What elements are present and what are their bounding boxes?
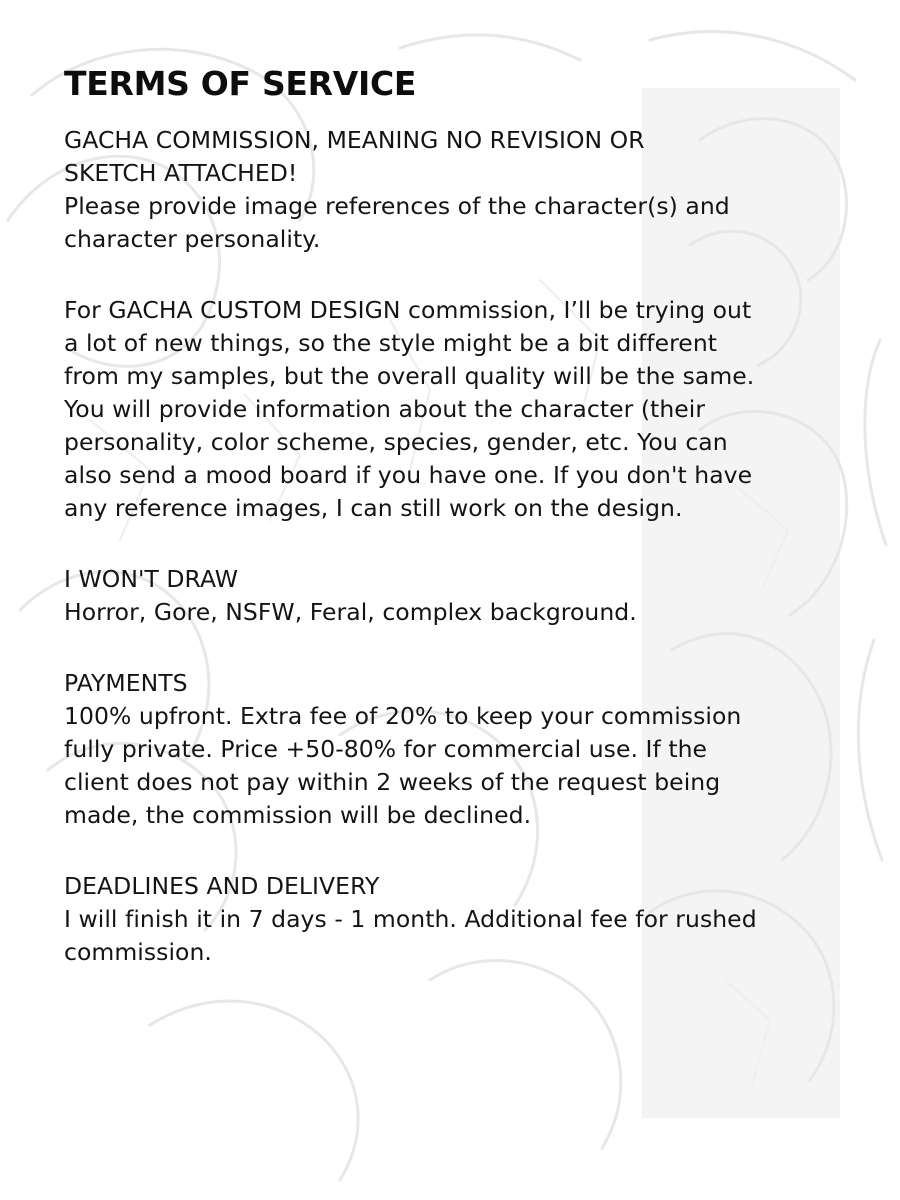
page-title: TERMS OF SERVICE xyxy=(64,64,417,103)
section-line: Please provide image references of the character(s) and xyxy=(64,192,730,220)
custom-design-section xyxy=(64,294,854,525)
section-heading: PAYMENTS xyxy=(64,669,188,697)
section-line: 100% upfront. Extra fee of 20% to keep your commission xyxy=(64,702,742,730)
section-line: For GACHA CUSTOM DESIGN commission, I’ll be trying out xyxy=(64,296,752,324)
section-line: character personality. xyxy=(64,225,321,253)
section-line: SKETCH ATTACHED! xyxy=(64,159,298,187)
terms-of-service-document xyxy=(64,62,854,969)
section-line: fully private. Price +50-80% for commercial use. If the xyxy=(64,735,708,763)
section-line: any reference images, I can still work on the design. xyxy=(64,494,683,522)
section-heading: I WON'T DRAW xyxy=(64,565,239,593)
wont-draw-section xyxy=(64,563,854,629)
section-line: commission. xyxy=(64,938,212,966)
section-line: from my samples, but the overall quality will be the same. xyxy=(64,362,755,390)
section-line: a lot of new things, so the style might be a bit different xyxy=(64,329,718,357)
section-line: client does not pay within 2 weeks of the request being xyxy=(64,768,721,796)
gacha-commission-section xyxy=(64,124,854,256)
section-line: made, the commission will be declined. xyxy=(64,801,532,829)
section-line: GACHA COMMISSION, MEANING NO REVISION OR xyxy=(64,126,645,154)
section-heading: DEADLINES AND DELIVERY xyxy=(64,872,380,900)
section-line: personality, color scheme, species, gender, etc. You can xyxy=(64,428,728,456)
section-line: Horror, Gore, NSFW, Feral, complex background. xyxy=(64,598,637,626)
payments-section xyxy=(64,667,854,832)
section-line: also send a mood board if you have one. If you don't have xyxy=(64,461,753,489)
deadlines-delivery-section xyxy=(64,870,854,969)
section-line: I will finish it in 7 days - 1 month. Additional fee for rushed xyxy=(64,905,757,933)
section-line: You will provide information about the character (their xyxy=(64,395,706,423)
